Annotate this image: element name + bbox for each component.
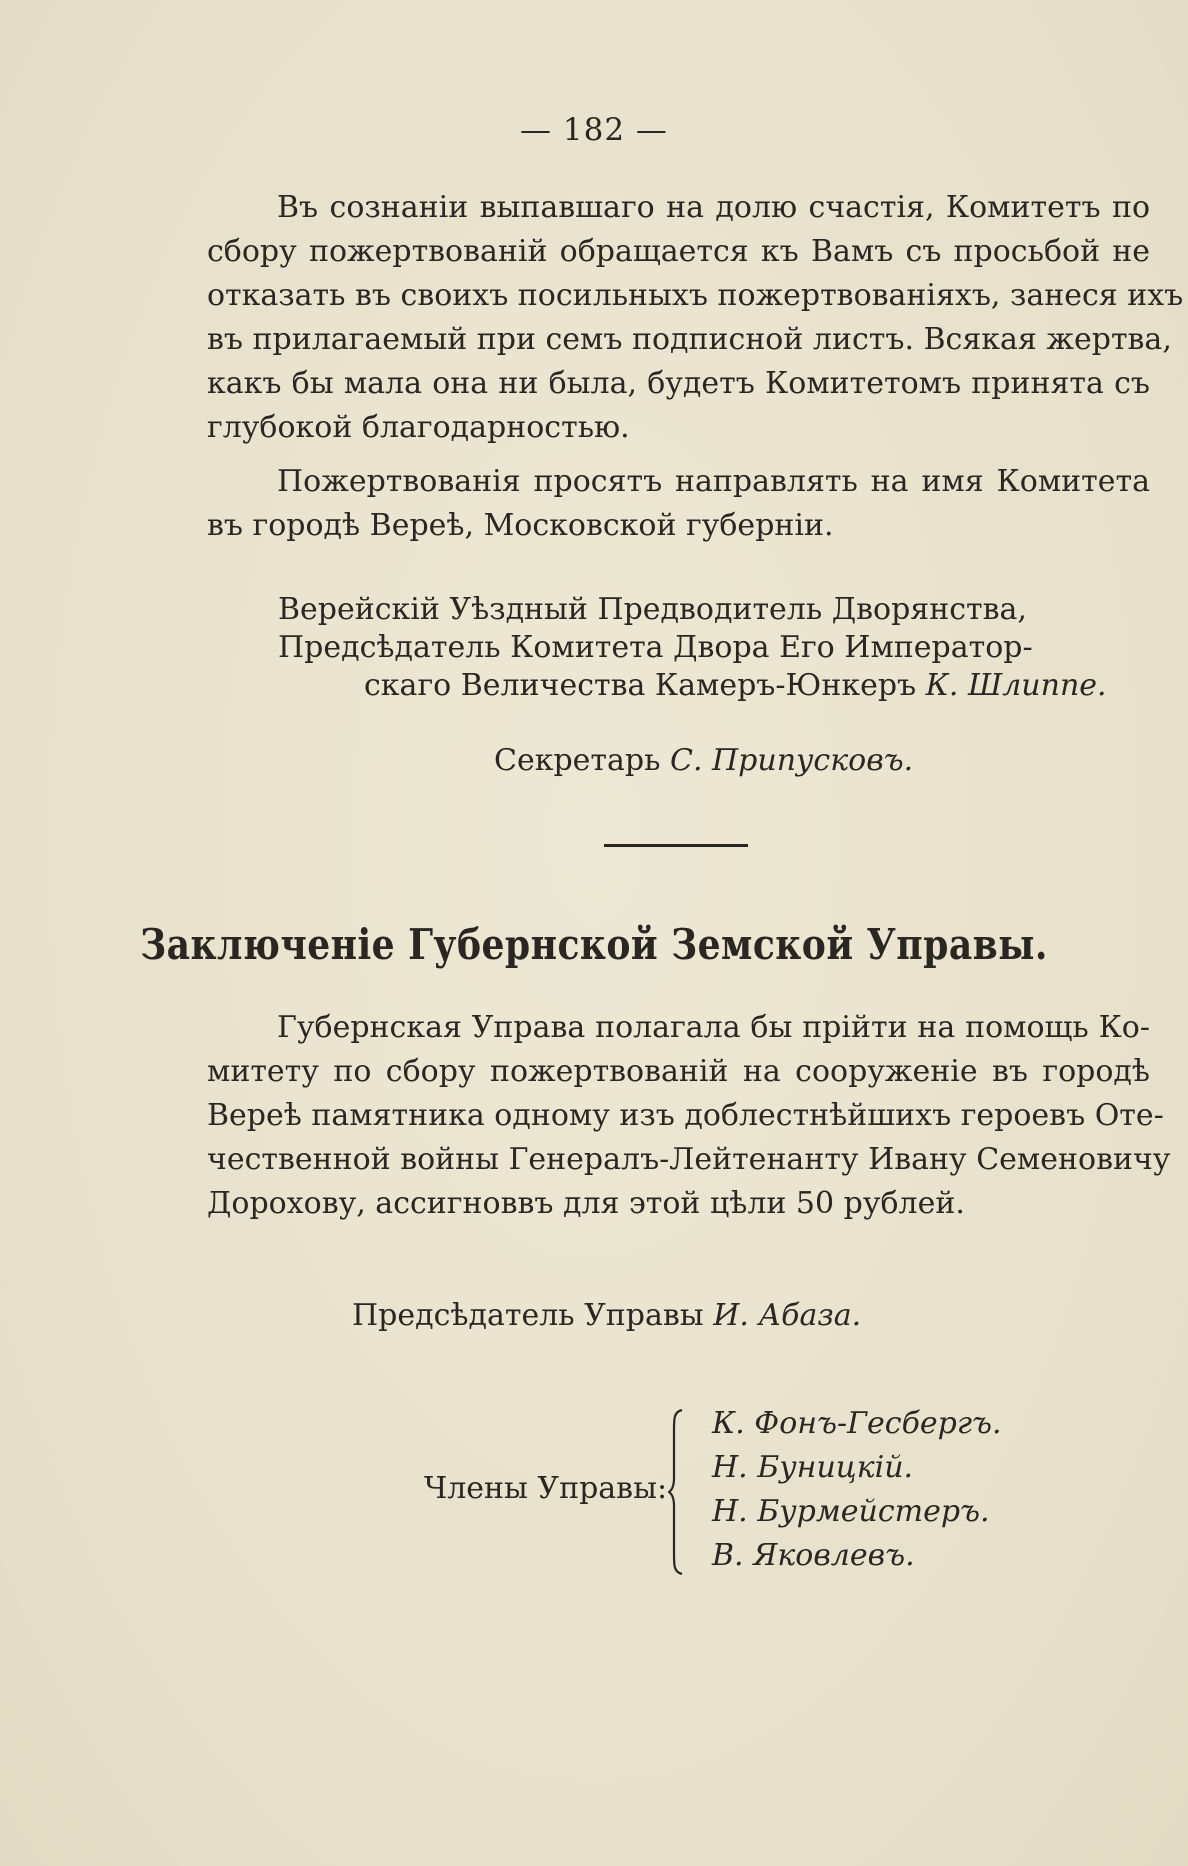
page-number: — 182 — bbox=[520, 112, 668, 148]
curly-brace-icon bbox=[668, 1408, 686, 1576]
text-line: митету по сбору пожертвованій на сооруженіе въ городѣ bbox=[207, 1054, 1150, 1089]
committee-signature-line-1: Верейскій Уѣздный Предводитель Дворянства, bbox=[278, 592, 1027, 627]
text-line: Дорохову, ассигноввъ для этой цѣли 50 рублей. bbox=[207, 1186, 965, 1221]
text-line: Пожертвованія просятъ направлять на имя Комитета bbox=[277, 464, 1150, 499]
chairman-signature bbox=[352, 1296, 861, 1336]
section-heading: Заключеніе Губернской Земской Управы. bbox=[140, 920, 1048, 969]
text-line: въ прилагаемый при семъ подписной листъ. Всякая жертва, bbox=[207, 322, 1172, 357]
chairman-name: И. Абаза. bbox=[713, 1298, 862, 1333]
members-label: Члены Управы: bbox=[424, 1471, 668, 1506]
conclusion-paragraph bbox=[207, 1006, 1171, 1226]
text-line: Губернская Управа полагала бы прійти на помощь Ко- bbox=[277, 1010, 1150, 1045]
secretary-name: С. Припусковъ. bbox=[669, 743, 914, 778]
text-line: чественной войны Генералъ-Лейтенанту Ивану Семеновичу bbox=[207, 1142, 1171, 1177]
text-line: глубокой благодарностью. bbox=[207, 410, 630, 445]
text-line: сбору пожертвованій обращается къ Вамъ съ просьбой не bbox=[207, 234, 1150, 269]
member-name: Н. Буницкій. bbox=[712, 1450, 914, 1485]
text-line: Вереѣ памятника одному изъ доблестнѣйшихъ героевъ Оте- bbox=[207, 1098, 1164, 1133]
text-line: какъ бы мала она ни была, будетъ Комитетомъ принята съ bbox=[207, 366, 1150, 401]
member-name: К. Фонъ-Гесбергъ. bbox=[712, 1406, 1002, 1441]
text-line: отказать въ своихъ посильныхъ пожертвованіяхъ, занеся ихъ bbox=[207, 278, 1184, 313]
committee-signature-line-3 bbox=[364, 666, 1107, 706]
member-name: В. Яковлевъ. bbox=[712, 1538, 915, 1573]
appeal-paragraph bbox=[207, 186, 1184, 450]
address-paragraph bbox=[207, 460, 1150, 548]
committee-signature-text: скаго Величества Камеръ-Юнкеръ bbox=[364, 668, 917, 703]
member-name: Н. Бурмейстеръ. bbox=[712, 1494, 990, 1529]
chairman-title: Предсѣдатель Управы bbox=[352, 1298, 704, 1333]
text-line: въ городѣ Вереѣ, Московской губерніи. bbox=[207, 508, 834, 543]
members-list bbox=[712, 1402, 1002, 1578]
text-line: Въ сознаніи выпавшаго на долю счастія, Комитетъ по bbox=[277, 190, 1150, 225]
secretary-signature bbox=[494, 741, 913, 781]
section-divider bbox=[604, 844, 748, 847]
secretary-title: Секретарь bbox=[494, 743, 661, 778]
committee-chairman-name: К. Шлиппе. bbox=[925, 668, 1107, 703]
committee-signature-line-2: Предсѣдатель Комитета Двора Его Император- bbox=[278, 630, 1033, 665]
